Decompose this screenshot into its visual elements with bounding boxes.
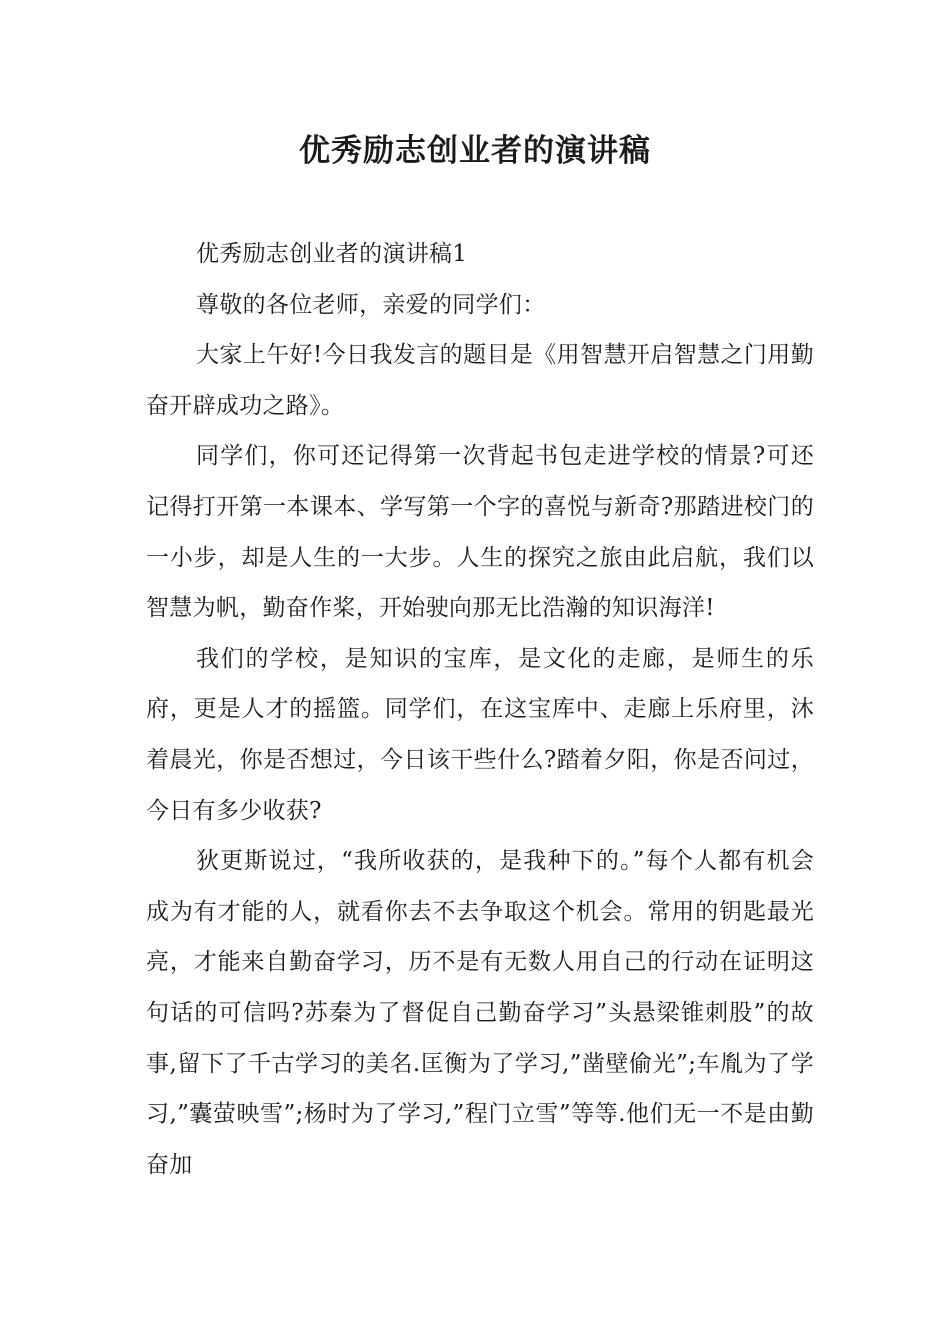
document-body [146, 229, 814, 1190]
paragraph-subtitle: 优秀励志创业者的演讲稿1 [196, 241, 468, 267]
paragraph-school: 我们的学校，是知识的宝库，是文化的走廊，是师生的乐府，更是人才的摇篮。同学们，在这宝库中、走廊上乐府里，沐着晨光，你是否想过，今日该干些什么?踏着夕阳，你是否问过，今日有多少收获? [146, 645, 814, 824]
paragraph-salutation: 尊敬的各位老师，亲爱的同学们： [196, 291, 546, 318]
paragraph-dickens-quote: 狄更斯说过，“我所收获的，是我种下的。”每个人都有机会成为有才能的人，就看你去不去争取这个机会。常用的钥匙最光亮，才能来自勤奋学习，历不是有无数人用自己的行动在证明这句话的可信吗?苏秦为了督促自己勤奋学习”头悬梁锥刺股”的故事,留下了千古学习的美名.匡衡为了学习,”凿壁偷光”;车胤为了学习,”囊萤映雪”;杨时为了学习,”程门立雪”等等.他们无一不是由勤奋加 [146, 848, 814, 1178]
paragraph-memory: 同学们，你可还记得第一次背起书包走进学校的情景?可还记得打开第一本课本、学写第一个字的喜悦与新奇?那踏进校门的一小步，却是人生的一大步。人生的探究之旅由此启航，我们以智慧为帆，勤奋作桨，开始驶向那无比浩瀚的知识海洋! [146, 443, 814, 622]
paragraph-greeting: 大家上午好!今日我发言的题目是《用智慧开启智慧之门用勤奋开辟成功之路》。 [146, 342, 814, 419]
document-title: 优秀励志创业者的演讲稿 [299, 133, 651, 169]
